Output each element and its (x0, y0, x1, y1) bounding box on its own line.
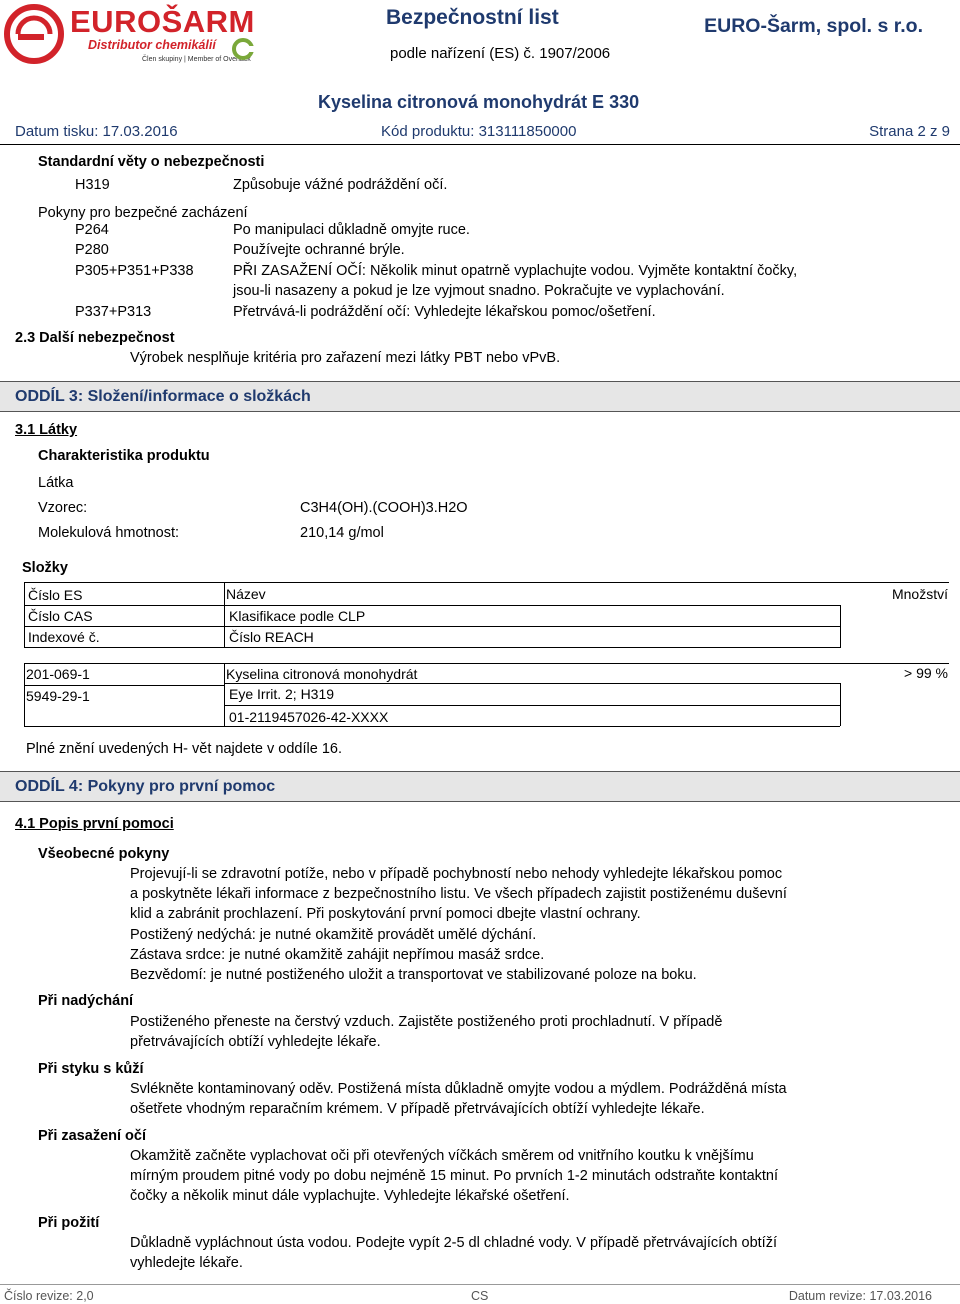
general-advice-line: Postižený nedýchá: je nutné okamžitě provádět umělé dýchání. (130, 927, 537, 943)
table-rule (24, 726, 840, 727)
product-name: Kyselina citronová monohydrát E 330 (318, 92, 640, 112)
formula-label: Vzorec: (38, 500, 88, 516)
table-rule (840, 683, 841, 726)
overlack-logo-icon (232, 38, 254, 60)
components-title: Složky (22, 560, 68, 576)
table-rule (24, 626, 224, 627)
section-3-header (0, 381, 960, 412)
first-aid-subtitle: 4.1 Popis první pomoci (15, 816, 174, 832)
other-hazards-text: Výrobek nesplňuje kritéria pro zařazení mezi látky PBT nebo vPvB. (130, 350, 561, 366)
precaution-text: Používejte ochranné brýle. (233, 242, 405, 258)
cas-number: 5949-29-1 (26, 688, 90, 704)
document-title: Bezpečnostní list (386, 6, 559, 29)
eye-contact-line: čočky a několik minut dále vyplachujte. Vyhledejte lékařské ošetření. (130, 1188, 570, 1204)
hazard-statements-title: Standardní věty o nebezpečnosti (38, 154, 265, 170)
precaution-text-continued: jsou-li nasazeny a pokud je lze vyjmout snadno. Pokračujte ve vyplachování. (233, 283, 725, 299)
precautionary-title: Pokyny pro bezpečné zacházení (38, 205, 248, 221)
table-rule (224, 582, 225, 648)
revision-date: Datum revize: 17.03.2016 (788, 1289, 932, 1303)
table-rule (840, 605, 841, 648)
company-name: EURO-Šarm, spol. s r.o. (704, 15, 923, 37)
skin-contact-title: Při styku s kůží (38, 1061, 144, 1077)
table-rule (24, 685, 224, 686)
substance-name: Kyselina citronová monohydrát (226, 666, 418, 682)
general-advice-title: Všeobecné pokyny (38, 846, 170, 862)
substance-label: Látka (38, 475, 74, 491)
skin-contact-line: Svlékněte kontaminovaný oděv. Postižená místa důkladně omyjte vodou a mýdlem. Podrážděná místa (130, 1081, 787, 1097)
hazard-text: Způsobuje vážné podráždění očí. (233, 177, 448, 193)
col-clp-classification: Klasifikace podle CLP (229, 608, 366, 624)
eye-contact-line: Okamžitě začněte vyplachovat oči při otevřených víčkách směrem od vnitřního koutku k vnějšímu (130, 1148, 754, 1164)
reach-number: 01-2119457026-42-XXXX (229, 709, 389, 725)
table-rule (224, 683, 840, 684)
company-logo (0, 0, 258, 72)
table-rule (24, 605, 224, 606)
precaution-text: Přetrvává-li podráždění očí: Vyhledejte lékařskou pomoc/ošetření. (233, 304, 656, 320)
table-rule (24, 663, 25, 726)
inhalation-line: Postiženého přeneste na čerstvý vzduch. Zajistěte postiženého proti prochladnutí. V případě (130, 1014, 723, 1030)
revision-number: Číslo revize: 2,0 (4, 1289, 94, 1303)
other-hazards-title: 2.3 Další nebezpečnost (15, 330, 175, 346)
logo-member: Člen skupiny | Member of Overlack (142, 56, 251, 63)
components-table-header (24, 582, 949, 648)
h-statements-note: Plné znění uvedených H- vět najdete v oddíle 16. (26, 741, 342, 757)
ingestion-title: Při požití (38, 1215, 100, 1231)
regulation: podle nařízení (ES) č. 1907/2006 (390, 45, 611, 62)
precaution-code: P264 (75, 222, 109, 238)
hazard-code: H319 (75, 177, 110, 193)
precaution-text: Po manipulaci důkladně omyjte ruce. (233, 222, 470, 238)
clp-classification: Eye Irrit. 2; H319 (229, 686, 335, 702)
section-4-header (0, 771, 960, 802)
language-code: CS (471, 1289, 489, 1303)
eye-contact-title: Při zasažení očí (38, 1128, 146, 1144)
molecular-weight-value: 210,14 g/mol (300, 525, 384, 541)
general-advice-line: Projevují-li se zdravotní potíže, nebo v případě pochybností nebo nehody vyhledejte lékařskou pomoc (130, 866, 783, 882)
es-number: 201-069-1 (26, 666, 90, 682)
footer-divider (0, 1284, 960, 1285)
product-characteristics-title: Charakteristika produktu (38, 448, 210, 464)
eurosarm-emblem-icon (4, 4, 64, 64)
ingestion-line: vyhledejte lékaře. (130, 1255, 243, 1271)
page-number: Strana 2 z 9 (869, 123, 950, 140)
table-rule (24, 647, 840, 648)
inhalation-title: Při nadýchání (38, 993, 134, 1009)
section-4-title: ODDÍL 4: Pokyny pro první pomoc (15, 778, 276, 795)
precaution-code: P280 (75, 242, 109, 258)
substances-subtitle: 3.1 Látky (15, 422, 78, 438)
col-reach-number: Číslo REACH (229, 629, 314, 645)
print-date: Datum tisku: 17.03.2016 (15, 123, 178, 140)
table-rule (224, 663, 225, 726)
table-rule (224, 605, 840, 606)
table-rule (24, 663, 949, 664)
logo-brand: EUROŠARM (70, 4, 255, 39)
precaution-code: P305+P351+P338 (75, 263, 194, 279)
general-advice-line: Bezvědomí: je nutné postiženého uložit a transportovat ve stabilizované poloze na boku. (130, 967, 697, 983)
col-name: Název (226, 586, 266, 602)
general-advice-line: a poskytněte lékaři informace z bezpečnostního listu. Ve všech případech zajistit postiženému duševní (130, 886, 787, 902)
inhalation-line: přetrvávajících obtíží vyhledejte lékaře. (130, 1034, 381, 1050)
precaution-code: P337+P313 (75, 304, 152, 320)
logo-subtitle: Distributor chemikálií (88, 38, 216, 52)
general-advice-line: klid a zabránit prochlazení. Při poskytování první pomoci dbejte vlastní ochrany. (130, 906, 641, 922)
col-es-number: Číslo ES (28, 587, 83, 603)
eye-contact-line: mírným proudem pitné vody po dobu nejméně 15 minut. Po prvních 1-2 minutách odstraňte kontaktní (130, 1168, 779, 1184)
formula-value: C3H4(OH).(COOH)3.H2O (300, 500, 468, 516)
precaution-text: PŘI ZASAŽENÍ OČÍ: Několik minut opatrně vyplachujte vodou. Vyjměte kontaktní čočky, (233, 263, 798, 279)
section-3-title: ODDÍL 3: Složení/informace o složkách (15, 388, 311, 405)
skin-contact-line: ošetřete vhodným reparačním krémem. V případě přetrvávajících obtíží vyhledejte lékaře. (130, 1101, 705, 1117)
molecular-weight-label: Molekulová hmotnost: (38, 525, 180, 541)
header-divider (0, 144, 960, 145)
product-code: Kód produktu: 313111850000 (381, 123, 577, 140)
ingestion-line: Důkladně vypláchnout ústa vodou. Podejte vypít 2-5 dl chladné vody. V případě přetrvávajících obtíží (130, 1235, 777, 1251)
table-rule (224, 626, 840, 627)
table-rule (224, 705, 840, 706)
col-quantity: Množství (891, 586, 948, 602)
quantity-value: > 99 % (904, 665, 948, 681)
general-advice-line: Zástava srdce: je nutné okamžitě zahájit nepřímou masáž srdce. (130, 947, 545, 963)
col-index-number: Indexové č. (28, 629, 100, 645)
col-cas-number: Číslo CAS (28, 608, 93, 624)
